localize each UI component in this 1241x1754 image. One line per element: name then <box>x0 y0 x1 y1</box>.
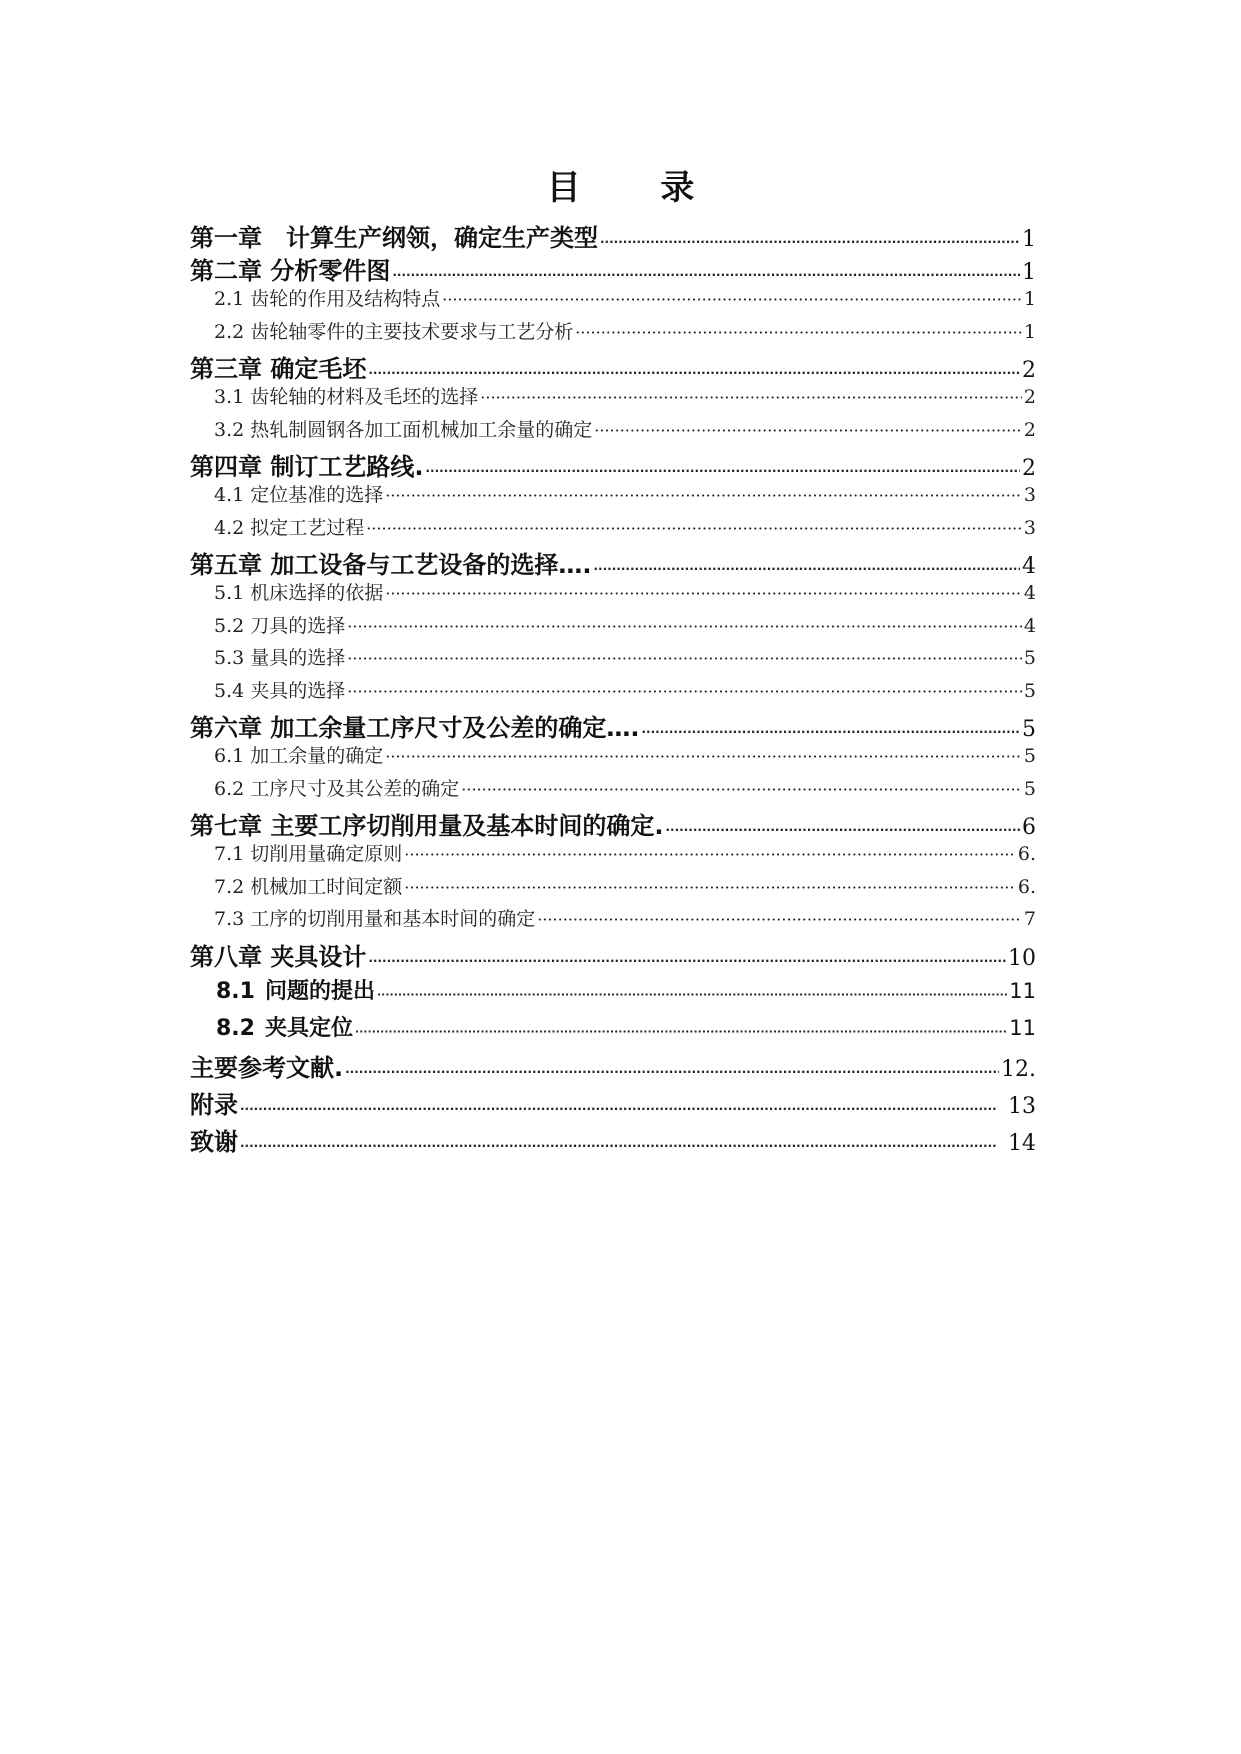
toc-title: 目 录 <box>546 168 729 208</box>
dot-leader <box>385 582 1022 604</box>
toc-entry-chapter-3[interactable] <box>190 349 1036 382</box>
toc-page-number: 5 <box>1023 647 1036 669</box>
toc-entry-acknowledgements[interactable] <box>190 1122 1036 1159</box>
toc-page-number: 5 <box>1023 745 1036 767</box>
toc-page-number: 1 <box>1023 320 1036 343</box>
dot-leader <box>404 843 1016 865</box>
toc-entry-section-6-1[interactable] <box>190 741 1036 774</box>
dot-leader <box>600 224 1020 251</box>
dot-leader <box>366 517 1022 539</box>
toc-page-number: 4 <box>1023 582 1036 604</box>
toc-page-number: 2 <box>1023 418 1036 441</box>
toc-entry-label: 4.1 定位基准的选择 <box>214 484 384 506</box>
toc-entry-label: 第二章 分析零件图 <box>190 257 391 284</box>
toc-entry-label: 5.1 机床选择的依据 <box>214 582 384 604</box>
toc-entry-section-7-1[interactable] <box>190 839 1036 872</box>
toc-entry-label: 3.2 热轧制圆钢各加工面机械加工余量的确定 <box>214 418 593 441</box>
toc-entry-references[interactable] <box>190 1048 1036 1085</box>
dot-leader <box>347 615 1022 637</box>
dot-leader <box>368 355 1020 382</box>
toc-entry-label <box>216 1011 353 1042</box>
toc-entry-label: 7.2 机械加工时间定额 <box>214 875 403 898</box>
toc-page-number: 1 <box>1022 227 1036 251</box>
dot-leader <box>355 1016 1007 1041</box>
toc-page-number: 11 <box>1009 978 1036 1003</box>
section-title: 问题的提出 <box>264 978 375 1004</box>
toc-page-number: 6. <box>1017 875 1036 898</box>
toc-entry-label: 7.1 切削用量确定原则 <box>214 843 403 865</box>
toc-entry-label: 7.3 工序的切削用量和基本时间的确定 <box>214 908 536 930</box>
dot-leader <box>461 778 1022 800</box>
dot-leader <box>368 943 1006 971</box>
toc-entry-label: 4.2 拟定工艺过程 <box>214 516 365 539</box>
toc-entry-label: 第一章 计算生产纲领，确定生产类型 <box>190 224 598 251</box>
toc-entry-chapter-2[interactable] <box>190 251 1036 284</box>
section-title: 夹具定位 <box>264 1015 353 1041</box>
toc-entry-label: 第三章 确定毛坯 <box>190 355 367 382</box>
toc-page-number: 1 <box>1023 288 1036 310</box>
toc-entry-section-8-2[interactable] <box>190 1011 1036 1048</box>
dot-leader <box>425 453 1020 480</box>
toc-entry-label: 第六章 加工余量工序尺寸及公差的确定…. <box>190 714 640 741</box>
toc-page-number: 12. <box>1001 1056 1036 1082</box>
toc-entry-chapter-5[interactable] <box>190 545 1036 578</box>
toc-entry-section-4-1[interactable] <box>190 480 1036 513</box>
toc-entry-section-5-2[interactable] <box>190 611 1036 644</box>
toc-entry-section-7-2[interactable] <box>190 872 1036 905</box>
section-number: 8.2 <box>216 1015 255 1041</box>
dot-leader <box>537 908 1022 930</box>
toc-entry-section-3-2[interactable] <box>190 415 1036 448</box>
toc-entry-label: 6.2 工序尺寸及其公差的确定 <box>214 777 460 800</box>
dot-leader <box>442 288 1022 310</box>
toc-entry-label: 第五章 加工设备与工艺设备的选择…. <box>190 551 592 578</box>
dot-leader <box>385 484 1022 506</box>
toc-page-number: 2 <box>1022 456 1036 480</box>
toc-entry-section-6-2[interactable] <box>190 774 1036 807</box>
dot-leader <box>345 1054 999 1082</box>
toc-entry-chapter-8[interactable] <box>190 937 1036 974</box>
dot-leader <box>480 386 1022 408</box>
toc-entry-section-3-1[interactable] <box>190 382 1036 415</box>
toc-entry-chapter-1[interactable] <box>190 218 1036 251</box>
toc-page-number: 14 <box>1008 1130 1036 1156</box>
dot-leader <box>347 680 1022 702</box>
toc-page-number: 13 <box>1008 1093 1036 1119</box>
toc-page-number: 2 <box>1022 358 1036 382</box>
toc-entry-label: 5.2 刀具的选择 <box>214 614 346 637</box>
dot-leader <box>240 1128 1006 1156</box>
dot-leader <box>385 745 1022 767</box>
toc-entry-chapter-6[interactable] <box>190 708 1036 741</box>
toc-page-number: 5 <box>1023 777 1036 800</box>
toc-page-number: 10 <box>1008 945 1036 971</box>
toc-entry-label: 5.3 量具的选择 <box>214 647 346 669</box>
toc-entry-section-8-1[interactable] <box>190 974 1036 1011</box>
dot-leader <box>392 257 1020 284</box>
dot-leader <box>377 979 1007 1004</box>
toc-page-number: 5 <box>1023 679 1036 702</box>
toc-page-number: 7 <box>1023 908 1036 930</box>
toc-entry-label: 第七章 主要工序切削用量及基本时间的确定. <box>190 812 664 839</box>
toc-entry-section-4-2[interactable] <box>190 513 1036 546</box>
dot-leader <box>665 812 1020 839</box>
toc-entry-appendix[interactable] <box>190 1085 1036 1122</box>
toc-page-number: 2 <box>1023 386 1036 408</box>
toc-entry-section-2-1[interactable] <box>190 284 1036 317</box>
toc-entry-chapter-7[interactable] <box>190 806 1036 839</box>
toc-page-number: 4 <box>1022 554 1036 578</box>
toc-entry-section-7-3[interactable] <box>190 904 1036 937</box>
section-number: 8.1 <box>216 978 255 1004</box>
dot-leader <box>240 1091 1006 1119</box>
toc-entry-label: 2.1 齿轮的作用及结构特点 <box>214 288 441 310</box>
dot-leader <box>575 321 1022 343</box>
toc-entry-section-5-4[interactable] <box>190 676 1036 709</box>
dot-leader <box>594 419 1022 441</box>
dot-leader <box>641 714 1020 741</box>
dot-leader <box>593 551 1020 578</box>
toc-page-number: 6 <box>1022 815 1036 839</box>
toc-entry-label: 第四章 制订工艺路线. <box>190 453 424 480</box>
toc-entry-label: 附录 <box>190 1090 238 1119</box>
dot-leader <box>347 647 1022 669</box>
toc-entry-label: 6.1 加工余量的确定 <box>214 745 384 767</box>
toc-entry-label: 3.1 齿轮轴的材料及毛坯的选择 <box>214 386 479 408</box>
toc-entry-section-5-3[interactable] <box>190 643 1036 676</box>
toc-entry-section-2-2[interactable] <box>190 317 1036 350</box>
toc-entry-label: 致谢 <box>190 1127 238 1156</box>
toc-entry-label: 主要参考文献. <box>190 1053 344 1082</box>
toc-entry-label: 第八章 夹具设计 <box>190 942 367 971</box>
toc-entry-label: 5.4 夹具的选择 <box>214 679 346 702</box>
toc-page-number: 11 <box>1009 1015 1036 1040</box>
table-of-contents <box>190 218 1036 1159</box>
toc-page-number: 3 <box>1023 516 1036 539</box>
toc-entry-label: 2.2 齿轮轴零件的主要技术要求与工艺分析 <box>214 320 574 343</box>
toc-page-number: 6. <box>1017 843 1036 865</box>
toc-entry-chapter-4[interactable] <box>190 447 1036 480</box>
toc-page-number: 5 <box>1022 717 1036 741</box>
dot-leader <box>404 876 1016 898</box>
toc-entry-section-5-1[interactable] <box>190 578 1036 611</box>
toc-page-number: 4 <box>1023 614 1036 637</box>
toc-page-number: 3 <box>1023 484 1036 506</box>
toc-page-number: 1 <box>1022 260 1036 284</box>
toc-entry-label <box>216 974 375 1005</box>
